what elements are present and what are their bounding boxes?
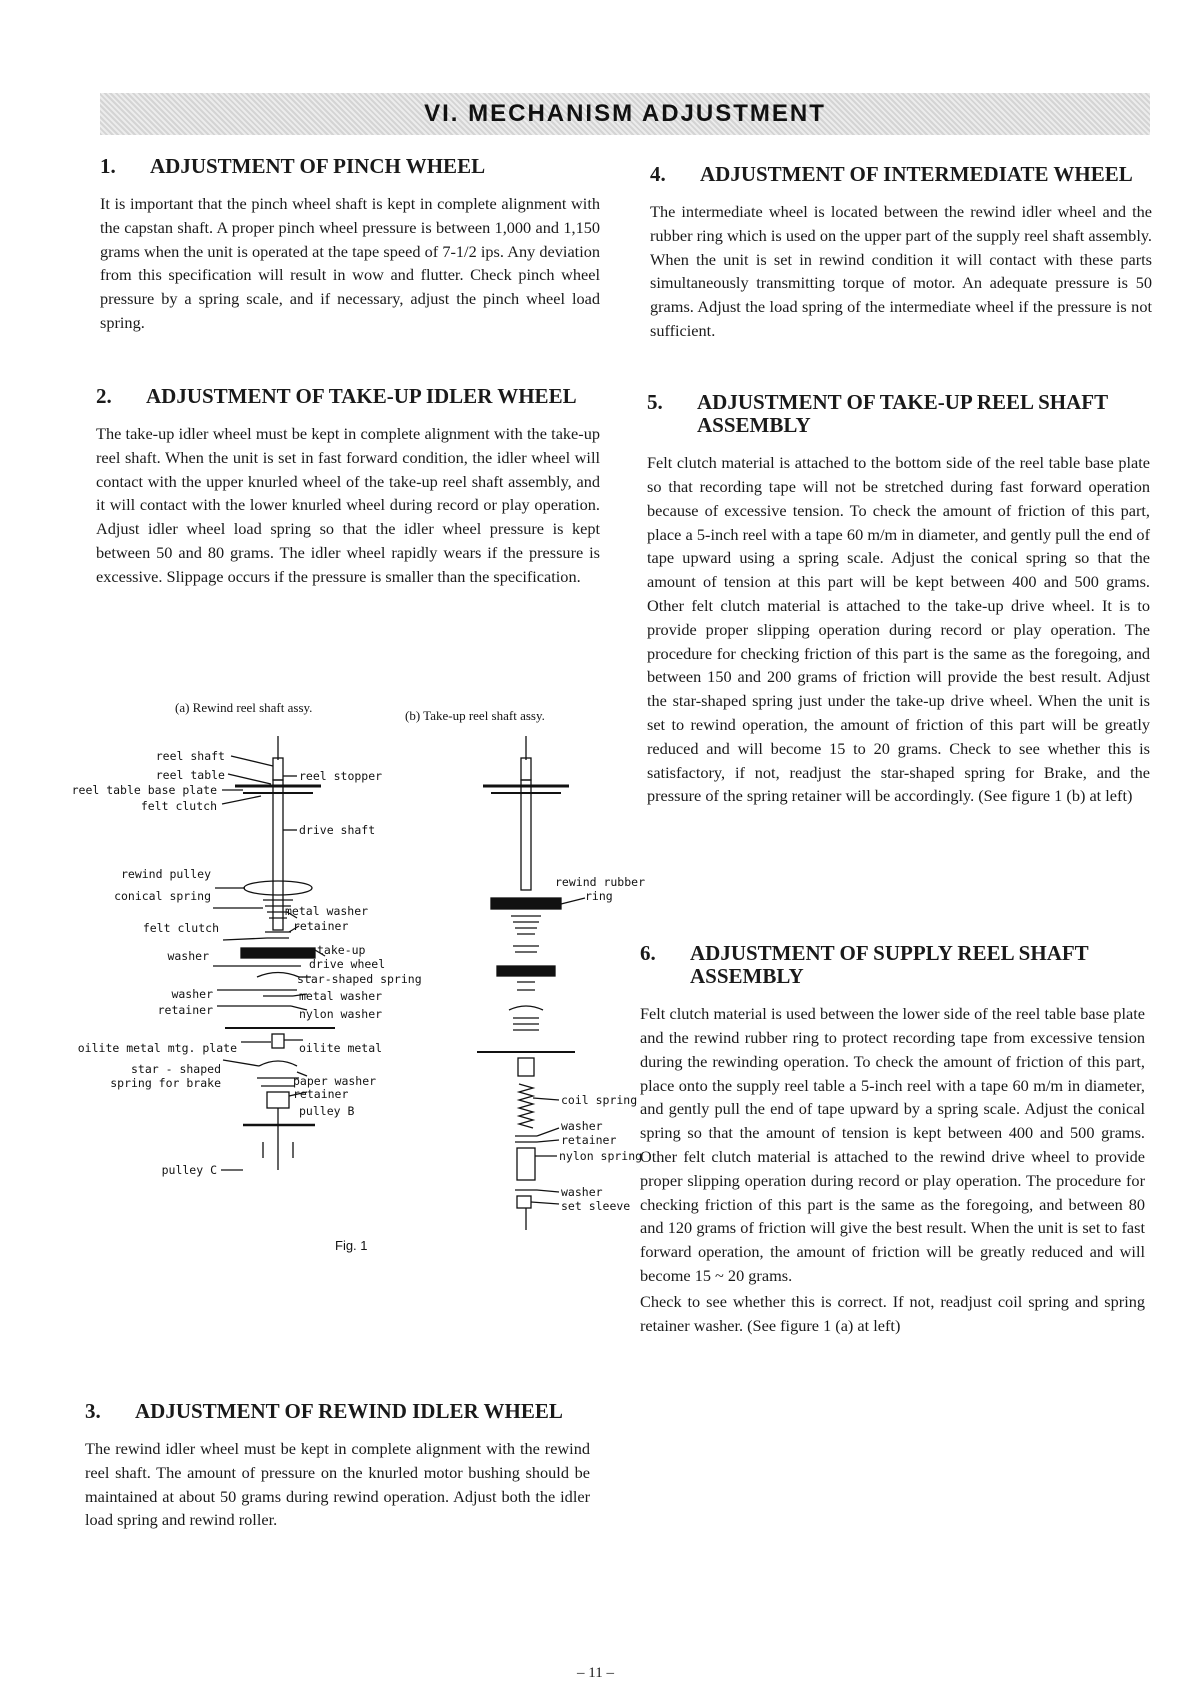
- section-heading: [650, 163, 1152, 186]
- section-number: 2.: [96, 384, 112, 408]
- label-drive-shaft: drive shaft: [299, 823, 376, 837]
- section-title: ADJUSTMENT OF REWIND IDLER WHEEL: [135, 1399, 563, 1423]
- section-pinch-wheel: [100, 155, 600, 335]
- section-body: The rewind idler wheel must be kept in complete alignment with the rewind reel shaft. The amount of pressure on the knurled motor bushing should be maintained at about 50 grams during rewind operation. Adjust both the idler load spring and rewind roller.: [85, 1439, 590, 1530]
- label-spring-for-brake: spring for brake: [110, 1076, 221, 1090]
- section-title: ADJUSTMENT OF INTERMEDIATE WHEEL: [700, 162, 1133, 186]
- section-supply-reel-shaft: [640, 942, 1145, 1337]
- label-metal-washer-1: metal washer: [285, 904, 369, 918]
- section-body: Felt clutch material is used between the lower side of the reel table base plate and the rewind rubber ring to protect recording tape from excessive tension during the rewinding operation. To check the amount of friction of this part, place onto the supply reel table a 5-inch reel with a tape 60 m/m in diameter, and gently pull the end of tape upward by a spring scale. Adjust the conical spring so that the amount of tension is kept between 400 and 500 grams. Other felt clutch material is attached to the rewind drive wheel to provide proper slipping operation during record or play operation. The procedure for checking friction of this part is the same as the foregoing, and between 80 and 120 grams of friction will give the best result. When the unit is set to fast forward operation, the amount of friction will be greatly reduced and will become 15 ~ 20 grams.: [640, 1004, 1145, 1285]
- label-washer-2: washer: [171, 987, 213, 1001]
- section-number: 5.: [647, 390, 663, 414]
- label-felt-clutch: felt clutch: [142, 921, 219, 935]
- label-felt-clutch-top: felt clutch: [140, 799, 217, 813]
- label-washer: washer: [167, 949, 209, 963]
- label-nylon-washer: nylon washer: [299, 1007, 383, 1021]
- figure-1: [71, 700, 646, 1270]
- label-take-up: take-up: [317, 943, 366, 957]
- section-body: Felt clutch material is attached to the bottom side of the reel table base plate so that recording tape will not be stretched during fast forward operation because of excessive tension. To check the amount of friction of this part, place a 5-inch reel with a tape 60 m/m in diameter, and gently pull the end of tape upward using a spring scale. Adjust the conical spring so that the amount of tension at this part will be kept between 400 and 500 grams. Other felt clutch material is attached to the take-up drive wheel. It is to provide proper slipping operation during record or play operation. The procedure for checking friction of this part is the same as the foregoing, and between 150 and 200 grams of friction will provide the best result. Adjust the star-shaped spring just under the take-up drive wheel. When the unit is set to rewind operation, the amount of friction of this part will be greatly reduced and will become 15 to 20 grams. Check to see whether this is satisfactory, if not, readjust the star-shaped spring for Brake, and the pressure of the spring retainer will be accordingly. (See figure 1 (b) at left): [647, 453, 1150, 806]
- label-oilite-mtg-plate: oilite metal mtg. plate: [77, 1041, 237, 1055]
- section-title: ADJUSTMENT OF PINCH WHEEL: [150, 154, 486, 178]
- label-b-washer: washer: [561, 1119, 603, 1133]
- label-star-shaped: star - shaped: [130, 1062, 221, 1076]
- label-pulley-c: pulley C: [161, 1163, 217, 1177]
- label-coil-spring: coil spring: [561, 1093, 638, 1107]
- label-b-washer-2: washer: [561, 1185, 603, 1199]
- figure-caption: Fig. 1: [335, 1238, 368, 1253]
- label-reel-stopper: reel stopper: [299, 769, 383, 783]
- label-rewind-rubber: rewind rubber: [555, 875, 646, 889]
- section-banner: [100, 93, 1150, 135]
- label-rewind-pulley: rewind pulley: [120, 867, 211, 881]
- label-pulley-b: pulley B: [299, 1104, 355, 1118]
- label-nylon-spring: nylon spring: [559, 1149, 643, 1163]
- figure-a-title: (a) Rewind reel shaft assy.: [175, 700, 313, 715]
- figure-b-title: (b) Take-up reel shaft assy.: [405, 708, 545, 723]
- section-take-up-reel-shaft: [647, 391, 1150, 808]
- section-title: ADJUSTMENT OF TAKE-UP REEL SHAFT ASSEMBLY: [697, 390, 1108, 438]
- section-heading: [647, 391, 1150, 437]
- section-body: The intermediate wheel is located between the rewind idler wheel and the rubber ring which is used on the upper part of the supply reel shaft assembly. When the unit is set in rewind condition it will contact with these parts simultaneously transmitting torque of motor. An adequate pressure is 50 grams. Adjust the load spring of the intermediate wheel if the pressure is not sufficient.: [650, 202, 1152, 341]
- section-number: 1.: [100, 154, 116, 178]
- label-retainer-2: retainer: [157, 1003, 213, 1017]
- section-number: 3.: [85, 1399, 101, 1423]
- section-body: It is important that the pinch wheel shaft is kept in complete alignment with the capstan shaft. A proper pinch wheel pressure is between 1,000 and 1,150 grams when the unit is operated at the tape speed of 7-1/2 ips. Any deviation from this specification will result in wow and flutter. Check pinch wheel pressure by a spring scale, and if necessary, adjust the pinch wheel load spring.: [100, 194, 600, 333]
- section-heading: [96, 385, 600, 408]
- label-drive-wheel: drive wheel: [309, 957, 386, 971]
- section-body: The take-up idler wheel must be kept in complete alignment with the take-up reel shaft. When the unit is set in fast forward condition, the idler wheel will contact with the upper knurled wheel of the take-up reel shaft assembly, and it will contact with the lower knurled wheel during record or play operation. Adjust idler wheel load spring so that the idler wheel pressure is kept between 50 and 80 grams. The idler wheel rapidly wears if the pressure is excessive. Slippage occurs if the pressure is smaller than the specification.: [96, 424, 600, 586]
- label-reel-shaft: reel shaft: [155, 749, 225, 763]
- section-heading: [100, 155, 600, 178]
- section-heading: [85, 1400, 590, 1423]
- section-number: 4.: [650, 162, 666, 186]
- label-paper-washer: paper washer: [293, 1074, 377, 1088]
- label-oilite-metal: oilite metal: [299, 1041, 383, 1055]
- label-b-retainer: retainer: [561, 1133, 617, 1147]
- label-conical-spring: conical spring: [114, 889, 211, 903]
- label-retainer-3: retainer: [293, 1087, 349, 1101]
- label-set-sleeve: set sleeve: [561, 1199, 631, 1213]
- label-retainer-1: retainer: [293, 919, 349, 933]
- section-title: ADJUSTMENT OF SUPPLY REEL SHAFT ASSEMBLY: [690, 941, 1089, 989]
- section-rewind-idler-wheel: [85, 1400, 590, 1532]
- label-metal-washer-2: metal washer: [299, 989, 383, 1003]
- section-take-up-idler-wheel: [96, 385, 600, 589]
- label-star-shaped-spring: star-shaped spring: [297, 972, 422, 986]
- reel-shaft-assembly-diagram: [71, 700, 646, 1270]
- page-number: – 11 –: [577, 1665, 614, 1681]
- label-base-plate: reel table base plate: [71, 783, 217, 797]
- label-ring: ring: [585, 889, 613, 903]
- label-reel-table: reel table: [155, 768, 225, 782]
- section-number: 6.: [640, 941, 656, 965]
- section-heading: [640, 942, 1145, 988]
- banner-title: VI. MECHANISM ADJUSTMENT: [424, 100, 826, 127]
- section-body-continued: Check to see whether this is correct. If not, readjust coil spring and spring retainer washer. (See figure 1 (a) at left): [640, 1291, 1145, 1335]
- section-intermediate-wheel: [650, 163, 1152, 343]
- section-title: ADJUSTMENT OF TAKE-UP IDLER WHEEL: [146, 384, 577, 408]
